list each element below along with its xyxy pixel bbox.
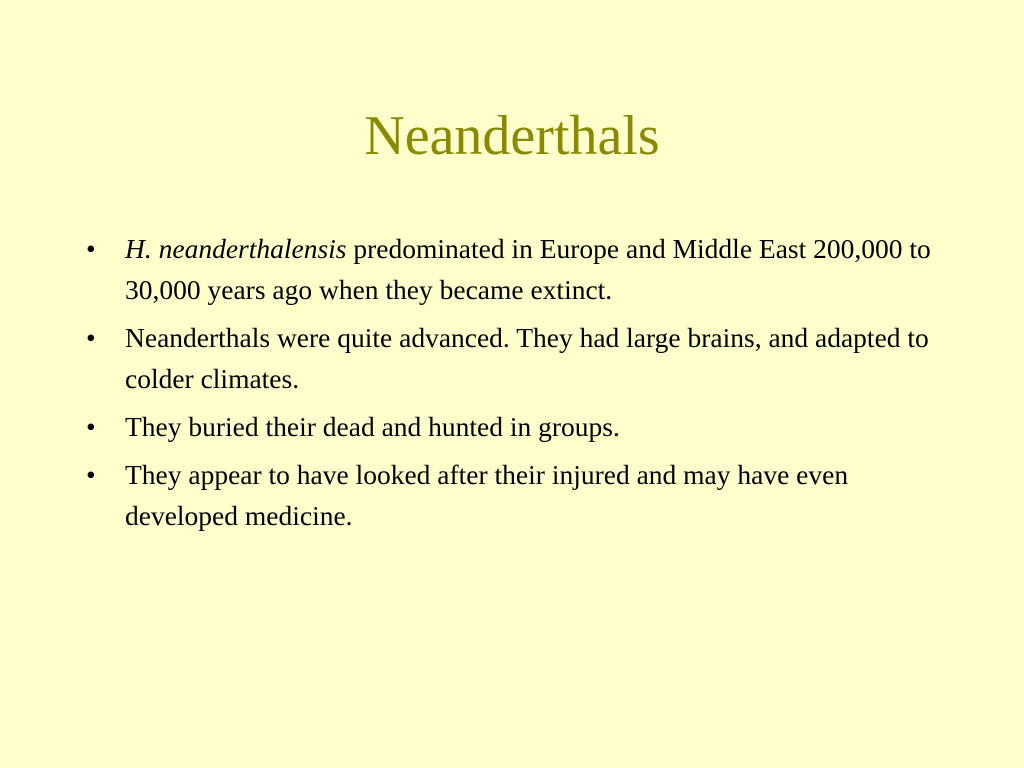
bullet-item	[86, 317, 946, 399]
slide-title: Neanderthals	[364, 105, 660, 167]
bullet-text: predominated in Europe and Middle East 200,000 to 30,000 years ago when they became extinct.	[125, 233, 931, 305]
bullet-item	[86, 406, 946, 447]
bullet-dot-icon: •	[86, 459, 96, 490]
bullet-list	[86, 228, 946, 543]
bullet-text: They buried their dead and hunted in groups.	[125, 411, 620, 442]
bullet-item	[86, 454, 946, 536]
bullet-dot-icon: •	[86, 322, 96, 353]
bullet-dot-icon: •	[86, 233, 96, 264]
bullet-dot-icon: •	[86, 411, 96, 442]
bullet-text: Neanderthals were quite advanced. They had large brains, and adapted to colder climates.	[125, 322, 929, 394]
species-name: H. neanderthalensis	[125, 233, 347, 264]
bullet-text: They appear to have looked after their injured and may have even developed medicine.	[125, 459, 849, 531]
bullet-item	[86, 228, 946, 310]
